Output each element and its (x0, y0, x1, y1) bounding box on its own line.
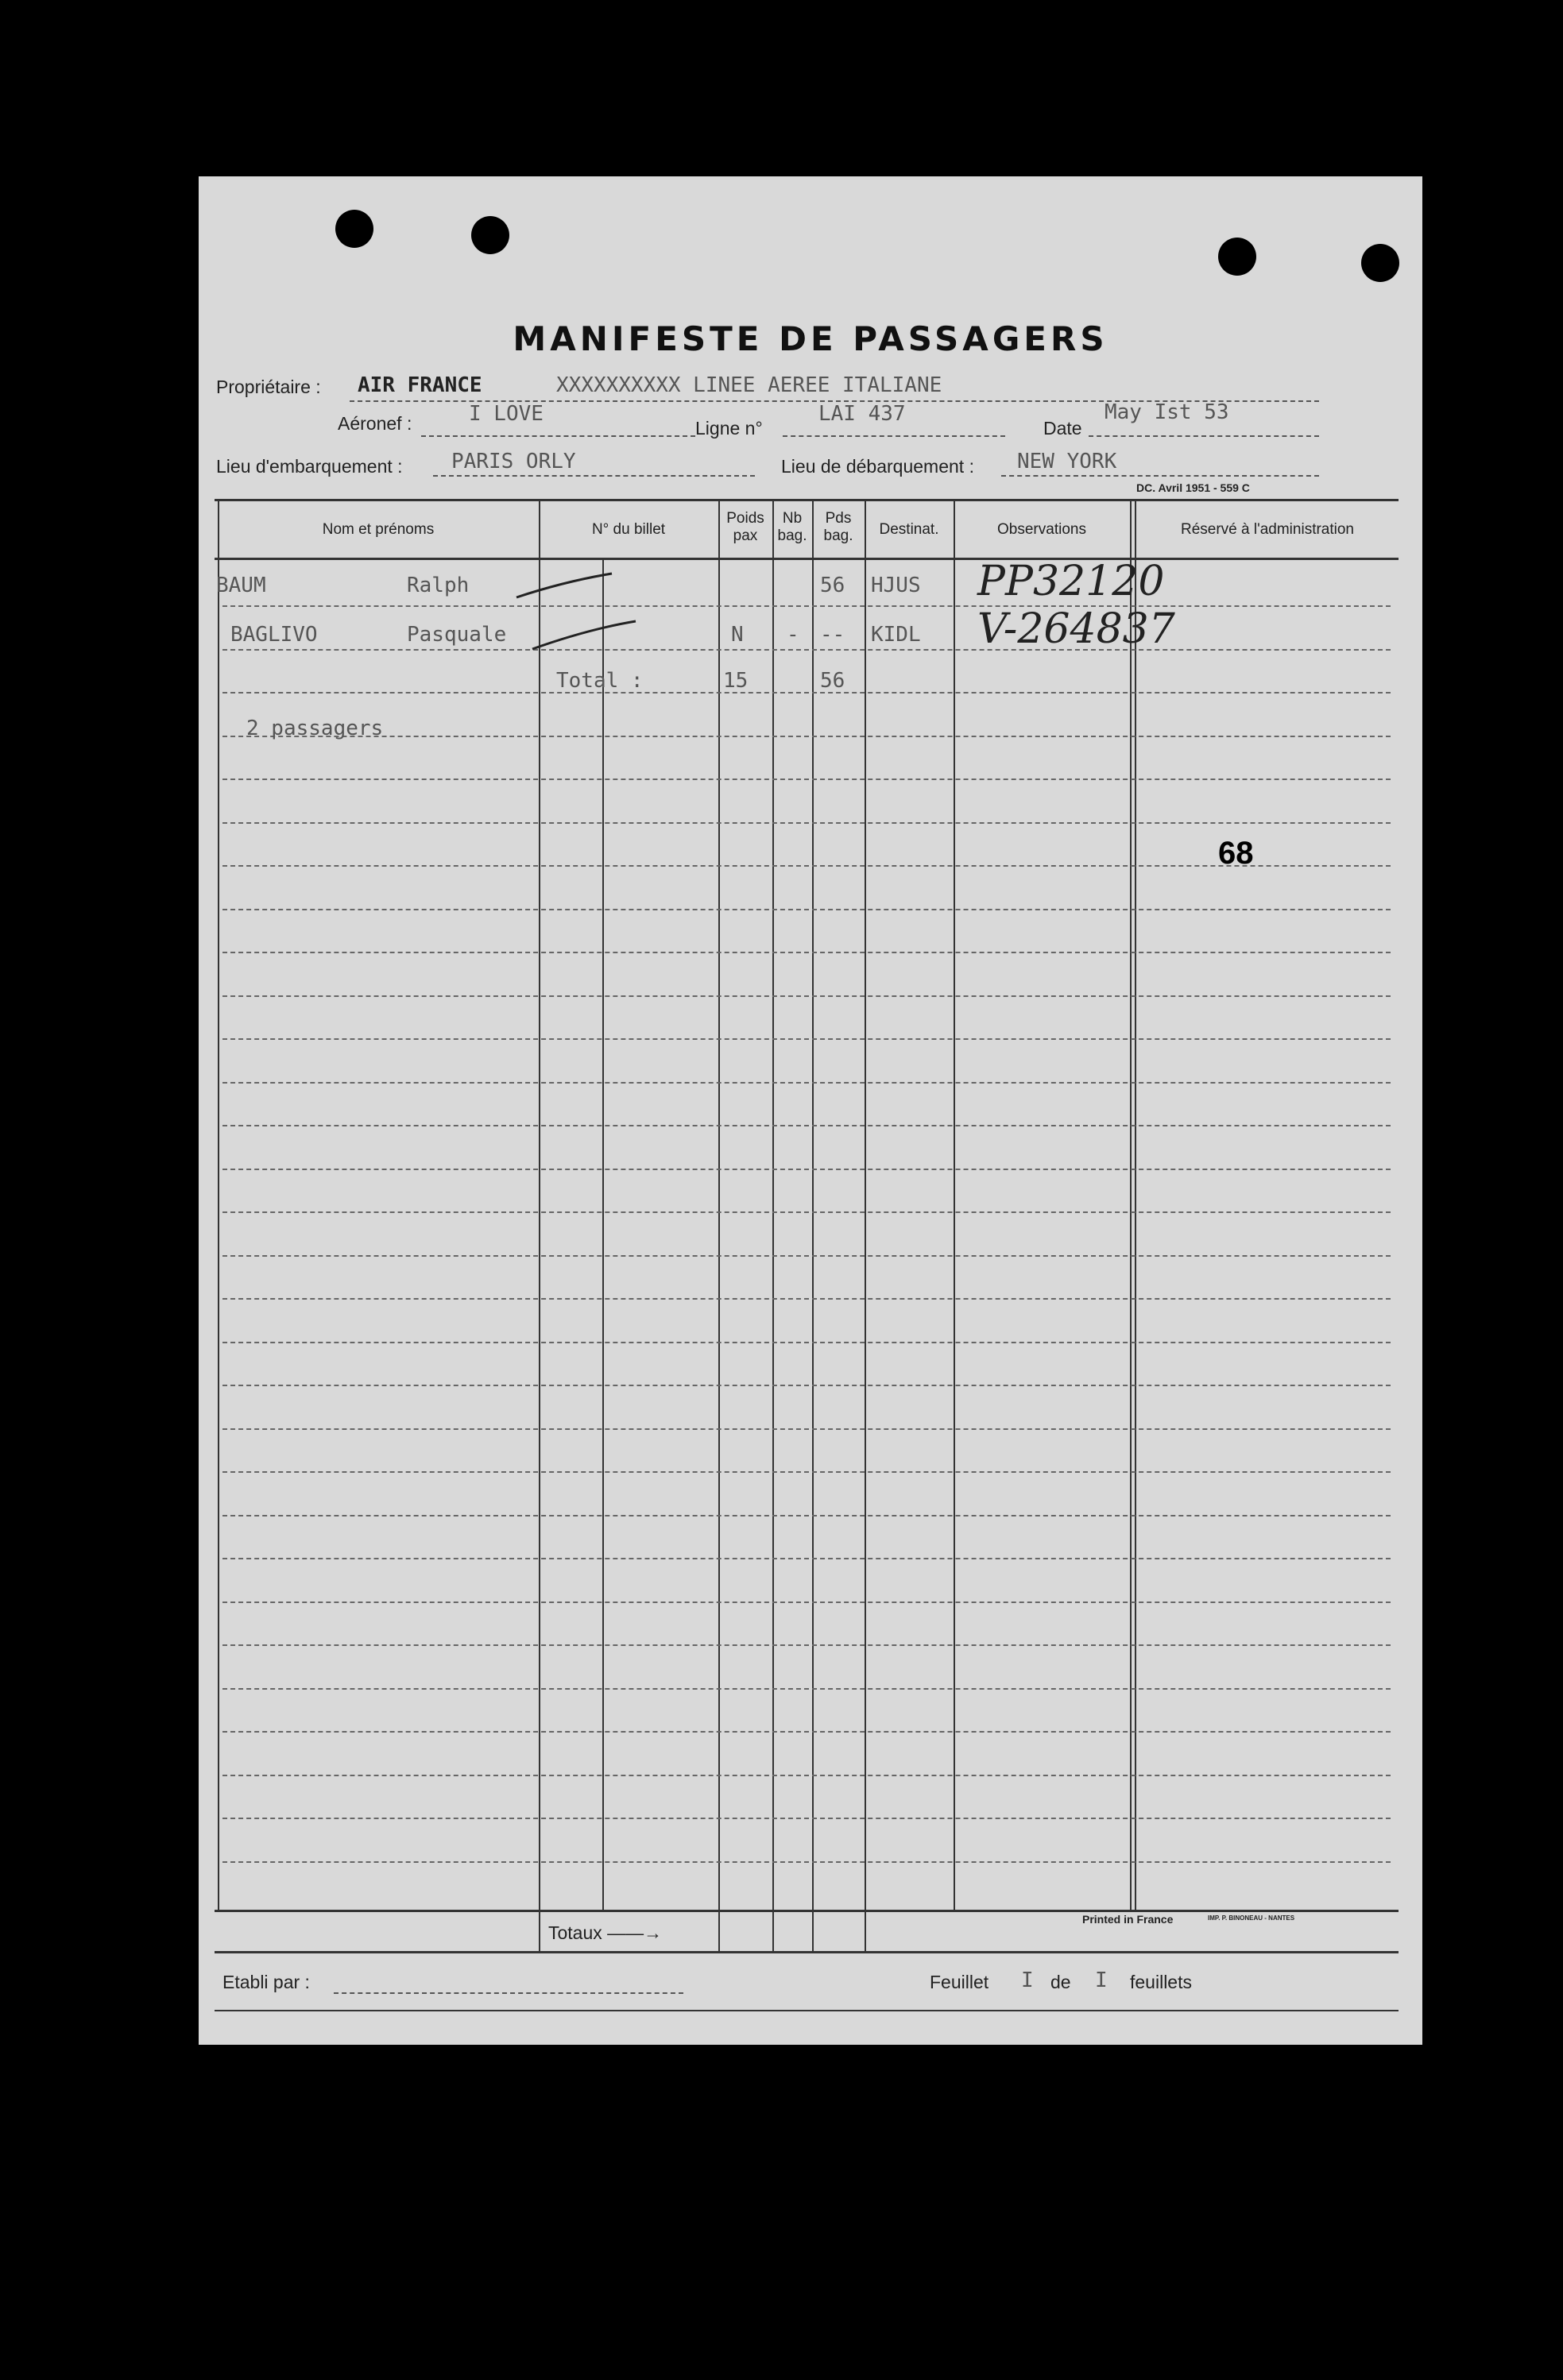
punch-hole (471, 216, 509, 254)
ticket-strike-marks (501, 558, 834, 653)
table-row-line (222, 1731, 1391, 1733)
owner-value-italian: XXXXXXXXXX LINEE AEREE ITALIANE (556, 373, 942, 397)
col-header-bag-count: Nb bag. (777, 510, 807, 544)
table-row-line (222, 1428, 1391, 1430)
table-row-line (222, 822, 1391, 824)
punch-hole (1361, 244, 1399, 282)
passenger-surname: BAGLIVO (230, 623, 318, 647)
date-label: Date (1043, 418, 1082, 439)
col-divider (865, 500, 866, 1953)
total-bag-weight: 56 (820, 669, 845, 693)
line-value: LAI 437 (818, 402, 906, 426)
disembark-value: NEW YORK (1017, 450, 1117, 473)
manifest-sheet (199, 176, 1422, 2045)
printed-in-france: Printed in France (1082, 1913, 1174, 1926)
embark-value: PARIS ORLY (451, 450, 576, 473)
table-row-line (222, 1515, 1391, 1516)
passenger-bag-weight: -- (820, 623, 845, 647)
established-by-underline (334, 1992, 683, 1994)
line-label: Ligne n° (695, 418, 763, 439)
passenger-given-name: Ralph (407, 574, 470, 597)
passenger-surname: BAUM (216, 574, 266, 597)
totals-bottom-border (215, 1951, 1399, 1953)
totals-label: Totaux ——→ (548, 1922, 663, 1943)
table-row-line (222, 1558, 1391, 1559)
passenger-bag-weight: 56 (820, 574, 845, 597)
table-row-line (222, 1861, 1391, 1863)
col-header-observations: Observations (997, 521, 1086, 538)
punch-hole (335, 210, 373, 248)
passenger-count: 2 passagers (246, 717, 384, 740)
embark-underline (433, 475, 755, 477)
page-number: 68 (1218, 836, 1254, 871)
table-row-line (222, 1342, 1391, 1343)
form-title: MANIFESTE DE PASSAGERS (513, 319, 1108, 358)
footer-border (215, 2010, 1399, 2011)
table-row-line (222, 1038, 1391, 1040)
table-bottom-border (215, 1910, 1399, 1912)
sheet-number: I (1021, 1969, 1034, 1992)
passenger-destination: HJUS (871, 574, 921, 597)
table-row-line (222, 1775, 1391, 1776)
aircraft-value: I LOVE (469, 402, 544, 426)
disembark-label: Lieu de débarquement : (781, 456, 974, 477)
col-divider (772, 500, 774, 1953)
line-underline (783, 435, 1005, 437)
col-header-destination: Destinat. (879, 521, 939, 538)
col-header-name: Nom et prénoms (322, 521, 435, 538)
table-row-line (222, 1169, 1391, 1170)
table-row-line (222, 1082, 1391, 1084)
date-value: May Ist 53 (1105, 400, 1229, 424)
table-row-line (222, 909, 1391, 910)
printer-name: IMP. P. BINONEAU - NANTES (1208, 1914, 1295, 1922)
total-pax-weight: 15 (723, 669, 749, 693)
col-divider (812, 500, 814, 1953)
col-divider (1130, 500, 1132, 1911)
col-divider (954, 500, 955, 1911)
table-row-line (222, 1255, 1391, 1257)
passenger-observation: PP32120 (977, 558, 1165, 605)
table-row-line (222, 1601, 1391, 1603)
table-row-line (222, 1688, 1391, 1690)
table-row-line (222, 1818, 1391, 1819)
passenger-bag-count: - (787, 623, 799, 647)
disembark-underline (1001, 475, 1319, 477)
owner-label: Propriétaire : (216, 377, 321, 397)
passenger-destination: KIDL (871, 623, 921, 647)
col-header-ticket: N° du billet (591, 521, 666, 538)
of-label: de (1050, 1972, 1071, 1992)
col-divider (218, 500, 219, 1911)
col-divider (539, 500, 540, 1953)
table-row-line (222, 995, 1391, 997)
col-header-bag-weight: Pds bag. (823, 510, 853, 544)
table-row-line (222, 736, 1391, 737)
punch-hole (1218, 238, 1256, 276)
table-row-line (222, 779, 1391, 780)
col-divider (1135, 500, 1136, 1911)
sheets-label: feuillets (1130, 1972, 1192, 1992)
table-row-line (222, 865, 1391, 867)
form-code: DC. Avril 1951 - 559 C (1136, 481, 1250, 494)
sheet-label: Feuillet (930, 1972, 989, 1992)
table-row-line (222, 1385, 1391, 1386)
table-row-line (222, 1471, 1391, 1473)
owner-value: AIR FRANCE (358, 373, 482, 397)
established-by-label: Etabli par : (222, 1972, 310, 1992)
table-row-line (222, 1125, 1391, 1126)
sheet-total: I (1095, 1969, 1108, 1992)
passenger-pax-weight: N (731, 623, 744, 647)
col-header-admin: Réservé à l'administration (1181, 521, 1354, 538)
table-row-line (222, 952, 1391, 953)
table-row-line (222, 1211, 1391, 1213)
col-divider (602, 558, 604, 1911)
table-top-border (215, 499, 1399, 501)
col-header-weight: Poids pax (726, 510, 764, 544)
table-row-line (222, 1298, 1391, 1300)
total-label: Total : (556, 669, 644, 693)
aircraft-underline (421, 435, 695, 437)
table-row-line (222, 692, 1391, 694)
date-underline (1089, 435, 1319, 437)
embark-label: Lieu d'embarquement : (216, 456, 403, 477)
passenger-observation: V-264837 (977, 605, 1175, 653)
passenger-given-name: Pasquale (407, 623, 507, 647)
col-divider (718, 500, 720, 1953)
aircraft-label: Aéronef : (338, 413, 412, 434)
table-row-line (222, 1644, 1391, 1646)
